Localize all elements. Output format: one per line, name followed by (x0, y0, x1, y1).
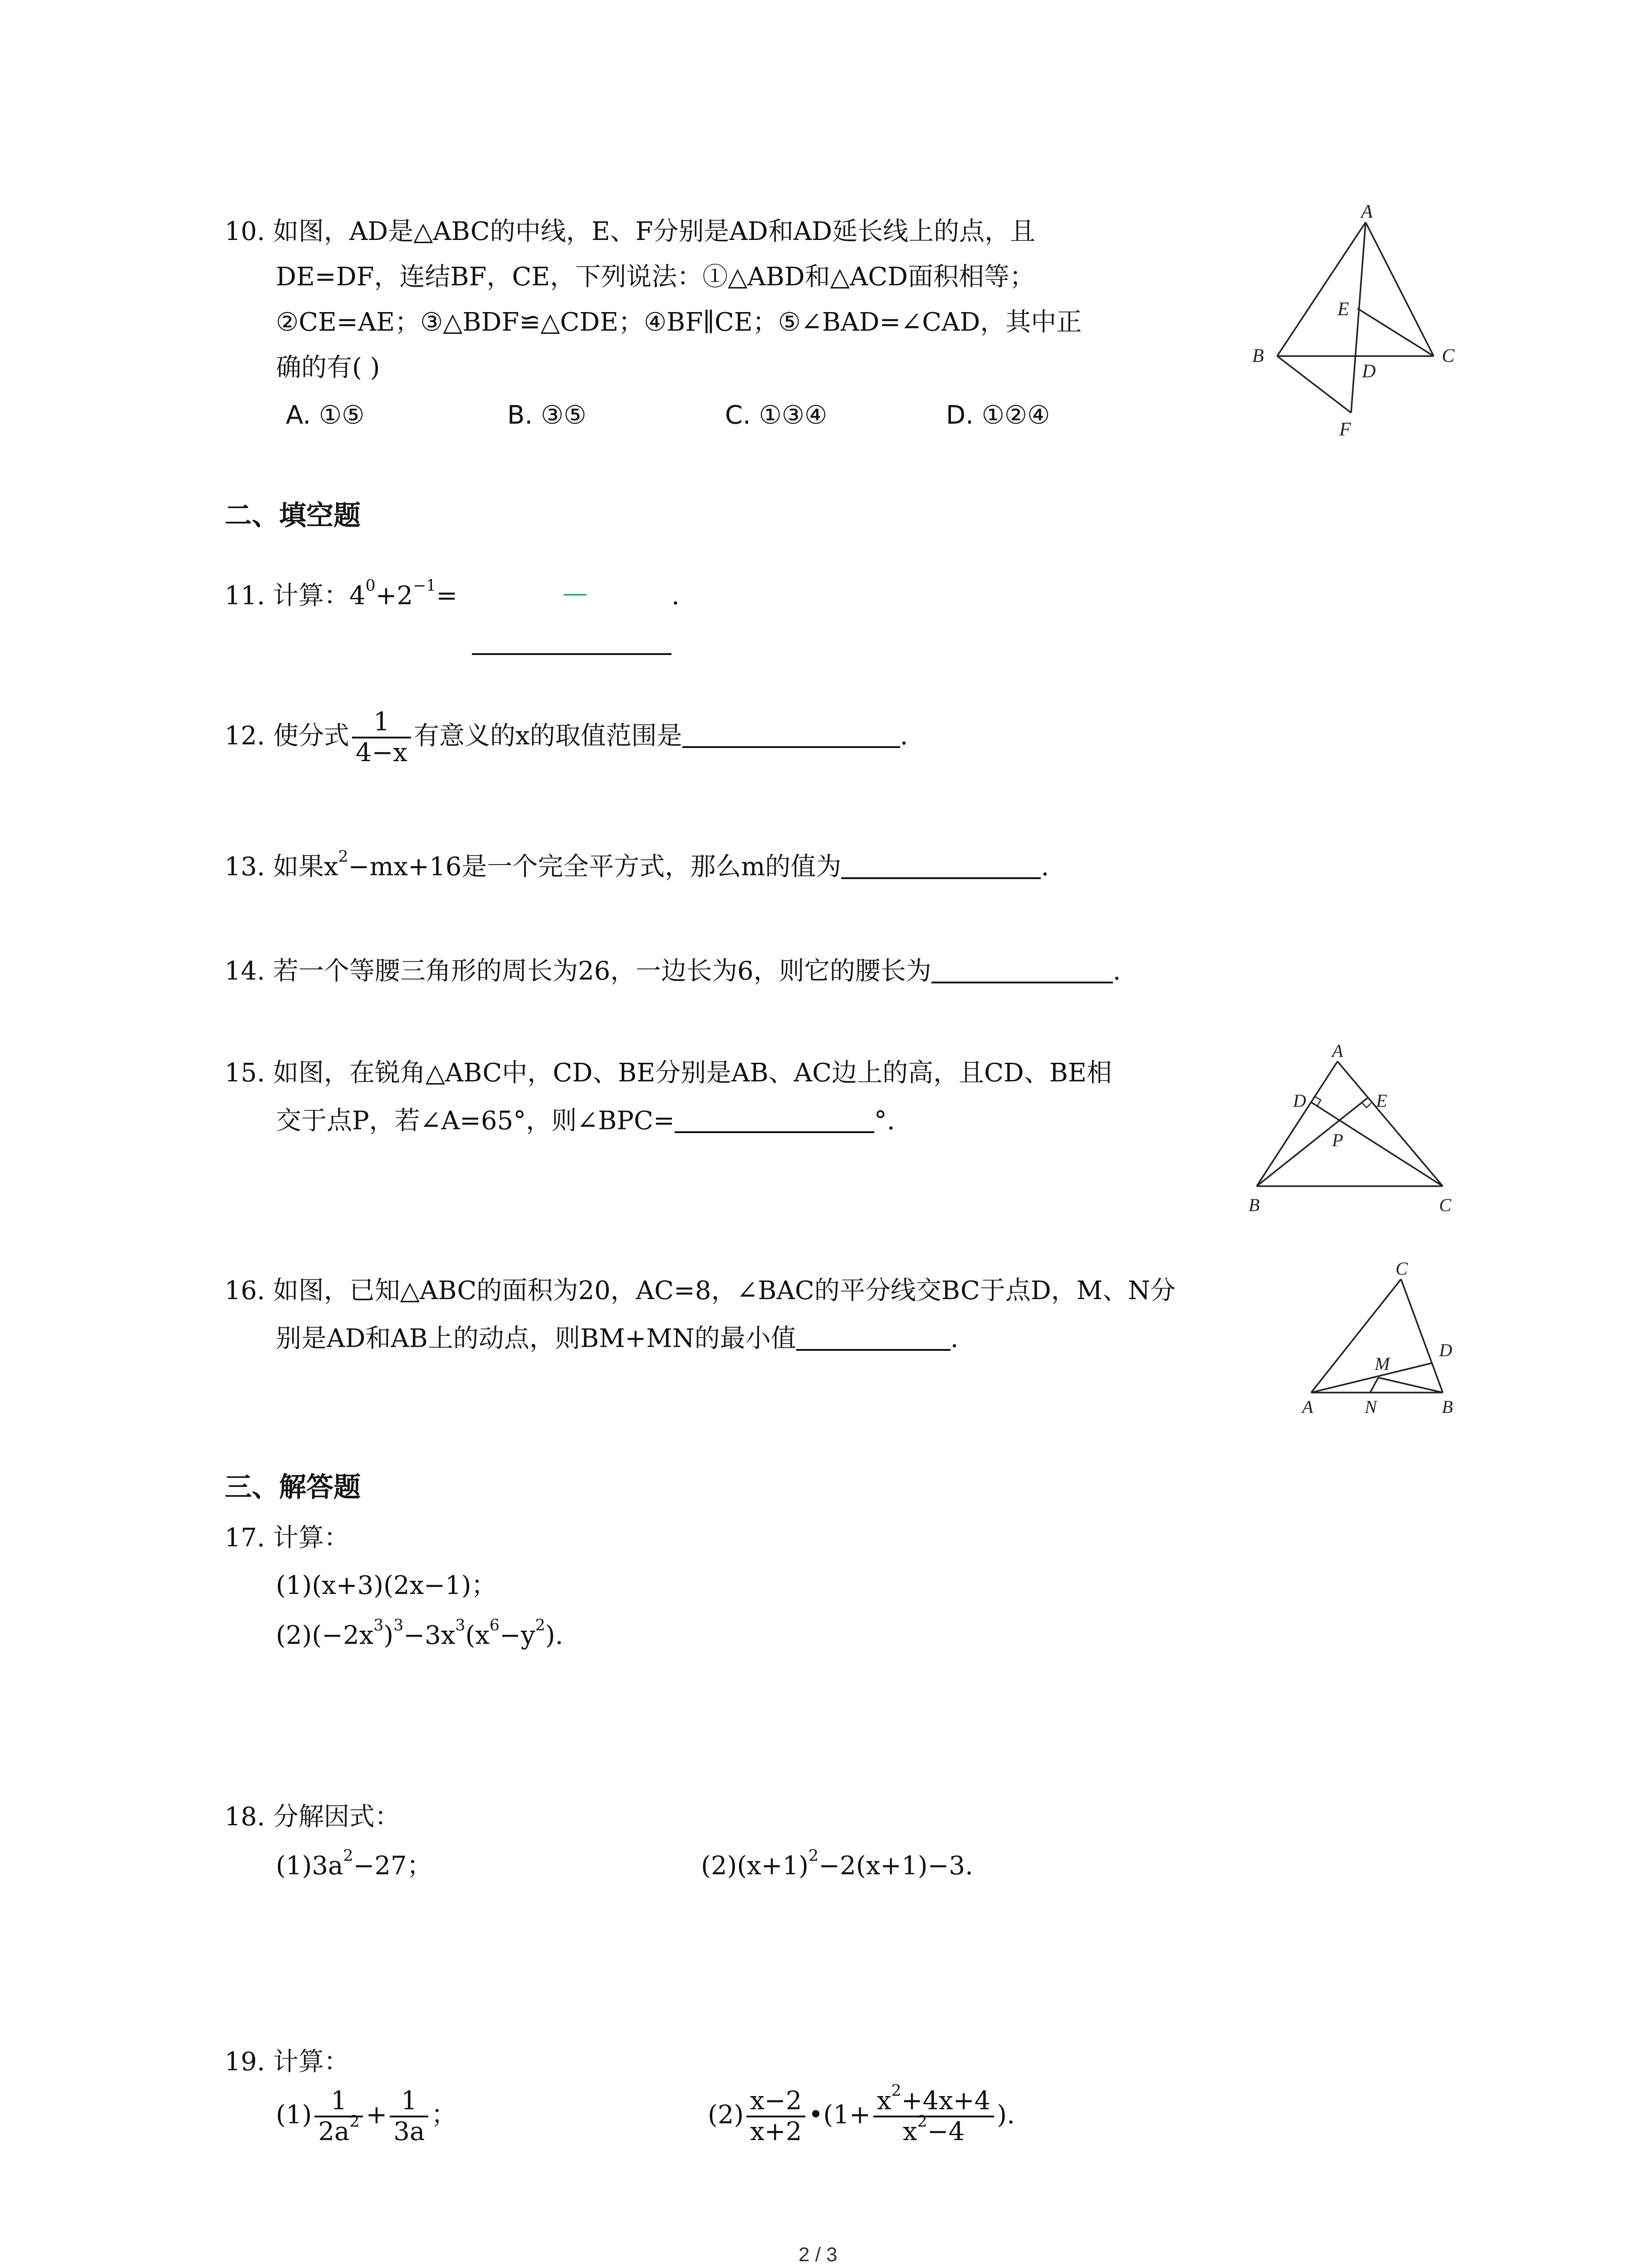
q16-label-d: D (1439, 1340, 1452, 1360)
q18-part2: $(2)(x+1)^2-2(x+1)-3$. (701, 1847, 973, 1881)
q19-p1-fraction1: $\frac{1}{2a^2}$ (314, 2087, 363, 2147)
q16-label-m: M (1375, 1354, 1390, 1374)
q12: 12. 使分式 $\frac{1}{4-x}$ 有意义的x的取值范围是 . (225, 707, 908, 768)
q15-label-a: A (1332, 1041, 1343, 1061)
q16-line2: 别是AD和AB上的动点，则BM+MN的最小值 . (276, 1322, 959, 1355)
q16-label-a: A (1302, 1397, 1313, 1417)
q10-figure (1234, 200, 1470, 445)
q10-option-c: C. ①③④ (725, 401, 828, 430)
q15-label-e: E (1376, 1090, 1387, 1111)
q19-p2-fraction2: $\frac{x^2+4x+4}{x^2-4}$ (873, 2087, 994, 2147)
q17-title: 17. 计算： (225, 1523, 349, 1553)
q10-option-a: A. ①⑤ (286, 401, 365, 430)
q12-answer-blank (682, 719, 900, 748)
q15-answer-blank (675, 1105, 874, 1133)
q10-label-b: B (1252, 346, 1264, 367)
q19-p1-fraction2: $\frac{1}{3a}$ (390, 2087, 428, 2147)
q19-part1: (1) $\frac{1}{2a^2}$ + $\frac{1}{3a}$ ； (276, 2086, 457, 2147)
q10-line4: 确的有( ) (276, 353, 380, 382)
q12-fraction: $\frac{1}{4-x}$ (352, 708, 411, 768)
q18-title: 18. 分解因式： (225, 1802, 400, 1832)
q11-period: . (671, 581, 680, 611)
q16-figure (1298, 1256, 1479, 1420)
q10-label-c: C (1442, 346, 1455, 367)
q16-label-n: N (1365, 1397, 1377, 1417)
q17-part1: (1)(x+3)(2x−1)； (276, 1571, 497, 1600)
q16-line1: 16. 如图，已知△ABC的面积为20，AC=8，∠BAC的平分线交BC于点D，M、N分 (225, 1276, 1176, 1305)
q16-answer-blank (796, 1322, 950, 1351)
page-number: 2 / 3 (798, 2244, 838, 2266)
q15-label-d: D (1293, 1090, 1306, 1111)
q15-label-p: P (1332, 1130, 1343, 1150)
q10-line3: ②CE=AE；③△BDF≌△CDE；④BF∥CE；⑤∠BAD=∠CAD，其中正 (276, 308, 1082, 337)
q10-option-d: D. ①②④ (946, 401, 1050, 430)
q16-label-b: B (1442, 1397, 1453, 1417)
q10-option-b: B. ③⑤ (507, 401, 587, 430)
q15-label-b: B (1249, 1195, 1260, 1215)
q19-p2-fraction1: $\frac{x-2}{x+2}$ (746, 2087, 805, 2147)
q13: 13. 如果$x^2-mx+16$是一个完全平方式，那么m的值为 . (225, 847, 1049, 882)
q11-dash: — (563, 578, 588, 608)
q15-figure (1243, 1039, 1461, 1220)
q13-answer-blank (841, 850, 1041, 879)
q15-label-c: C (1439, 1195, 1451, 1215)
q19-part2: (2) $\frac{x-2}{x+2}$ •(1+ $\frac{x^2+4x+4}{x^2-4}$ ). (708, 2082, 1015, 2147)
section3-title: 三、解答题 (225, 1471, 361, 1503)
q17-part2: $(2)(-2x^3)^3-3x^3(x^6-y^2)$. (276, 1616, 563, 1650)
q18-part1: $(1)3a^2-27$； (276, 1847, 432, 1881)
q10-line2: DE=DF，连结BF，CE，下列说法：①△ABD和△ACD面积相等； (276, 262, 1035, 292)
q16-label-c: C (1396, 1258, 1408, 1279)
q10-label-a: A (1361, 201, 1373, 222)
q15-line1: 15. 如图，在锐角△ABC中，CD、BE分别是AB、AC边上的高，且CD、BE相 (225, 1058, 1112, 1088)
q15-line2: 交于点P，若∠A=65°，则∠BPC= °. (276, 1105, 895, 1138)
q14: 14. 若一个等腰三角形的周长为26，一边长为6，则它的腰长为 . (225, 955, 1121, 988)
q10-label-f: F (1339, 419, 1351, 440)
q10-label-e: E (1337, 299, 1349, 320)
section2-title: 二、填空题 (225, 500, 361, 532)
q10-label-d: D (1362, 361, 1376, 382)
q11-answer-blank (472, 653, 671, 655)
q10-line1: 10. 如图，AD是△ABC的中线，E、F分别是AD和AD延长线上的点，且 (225, 217, 1036, 246)
q11: 11. 计算：$4^0+2^{-1}=$ (225, 577, 458, 611)
q14-answer-blank (931, 955, 1113, 983)
q19-title: 19. 计算： (225, 2047, 349, 2077)
